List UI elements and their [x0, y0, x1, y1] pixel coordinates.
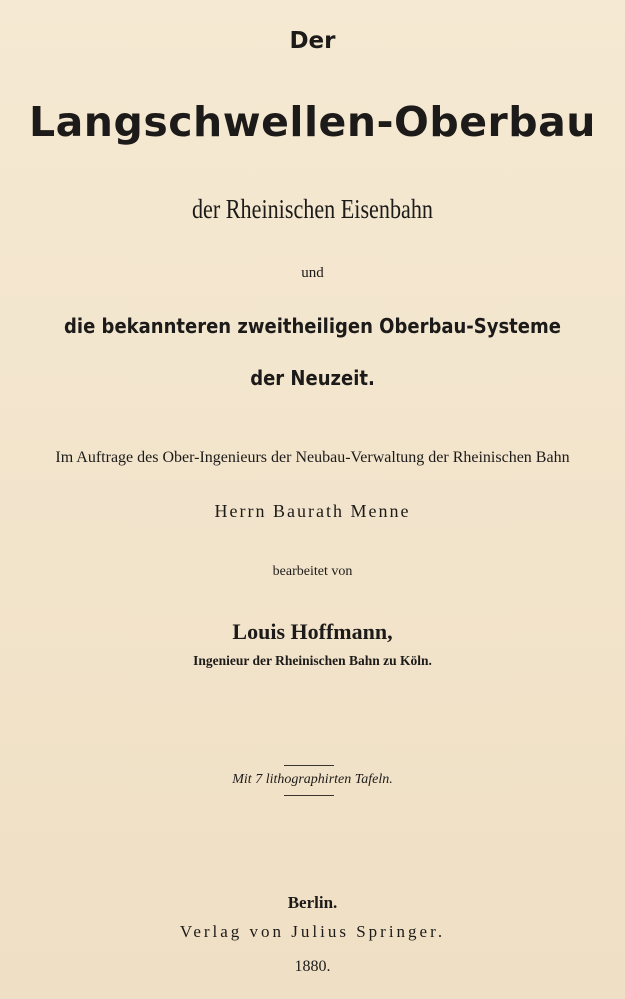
subtitle: der Rheinischen Eisenbahn: [191, 194, 434, 224]
commission-line: Im Auftrage des Ober-Ingenieurs der Neubau-Verwaltung der Rheinischen Bahn: [55, 449, 570, 466]
systems-line: die bekannteren zweitheiligen Oberbau-Systeme: [64, 314, 561, 338]
conjunction: und: [301, 265, 324, 281]
divider-bottom: [284, 795, 334, 796]
main-title: Langschwellen-Oberbau: [29, 98, 596, 146]
publication-year: 1880.: [294, 958, 331, 975]
author-title: Ingenieur der Rheinischen Bahn zu Köln.: [193, 653, 432, 668]
author-name: Louis Hoffmann,: [232, 619, 393, 644]
divider-top: [284, 765, 334, 766]
publication-place: Berlin.: [287, 893, 338, 912]
commissioner: Herrn Baurath Menne: [214, 501, 411, 521]
era-line: der Neuzeit.: [250, 366, 375, 390]
prepared-by: bearbeitet von: [272, 564, 353, 579]
title-article: Der: [289, 28, 336, 54]
plates-note: Mit 7 lithographirten Tafeln.: [232, 772, 393, 787]
publisher: Verlag von Julius Springer.: [179, 922, 446, 941]
